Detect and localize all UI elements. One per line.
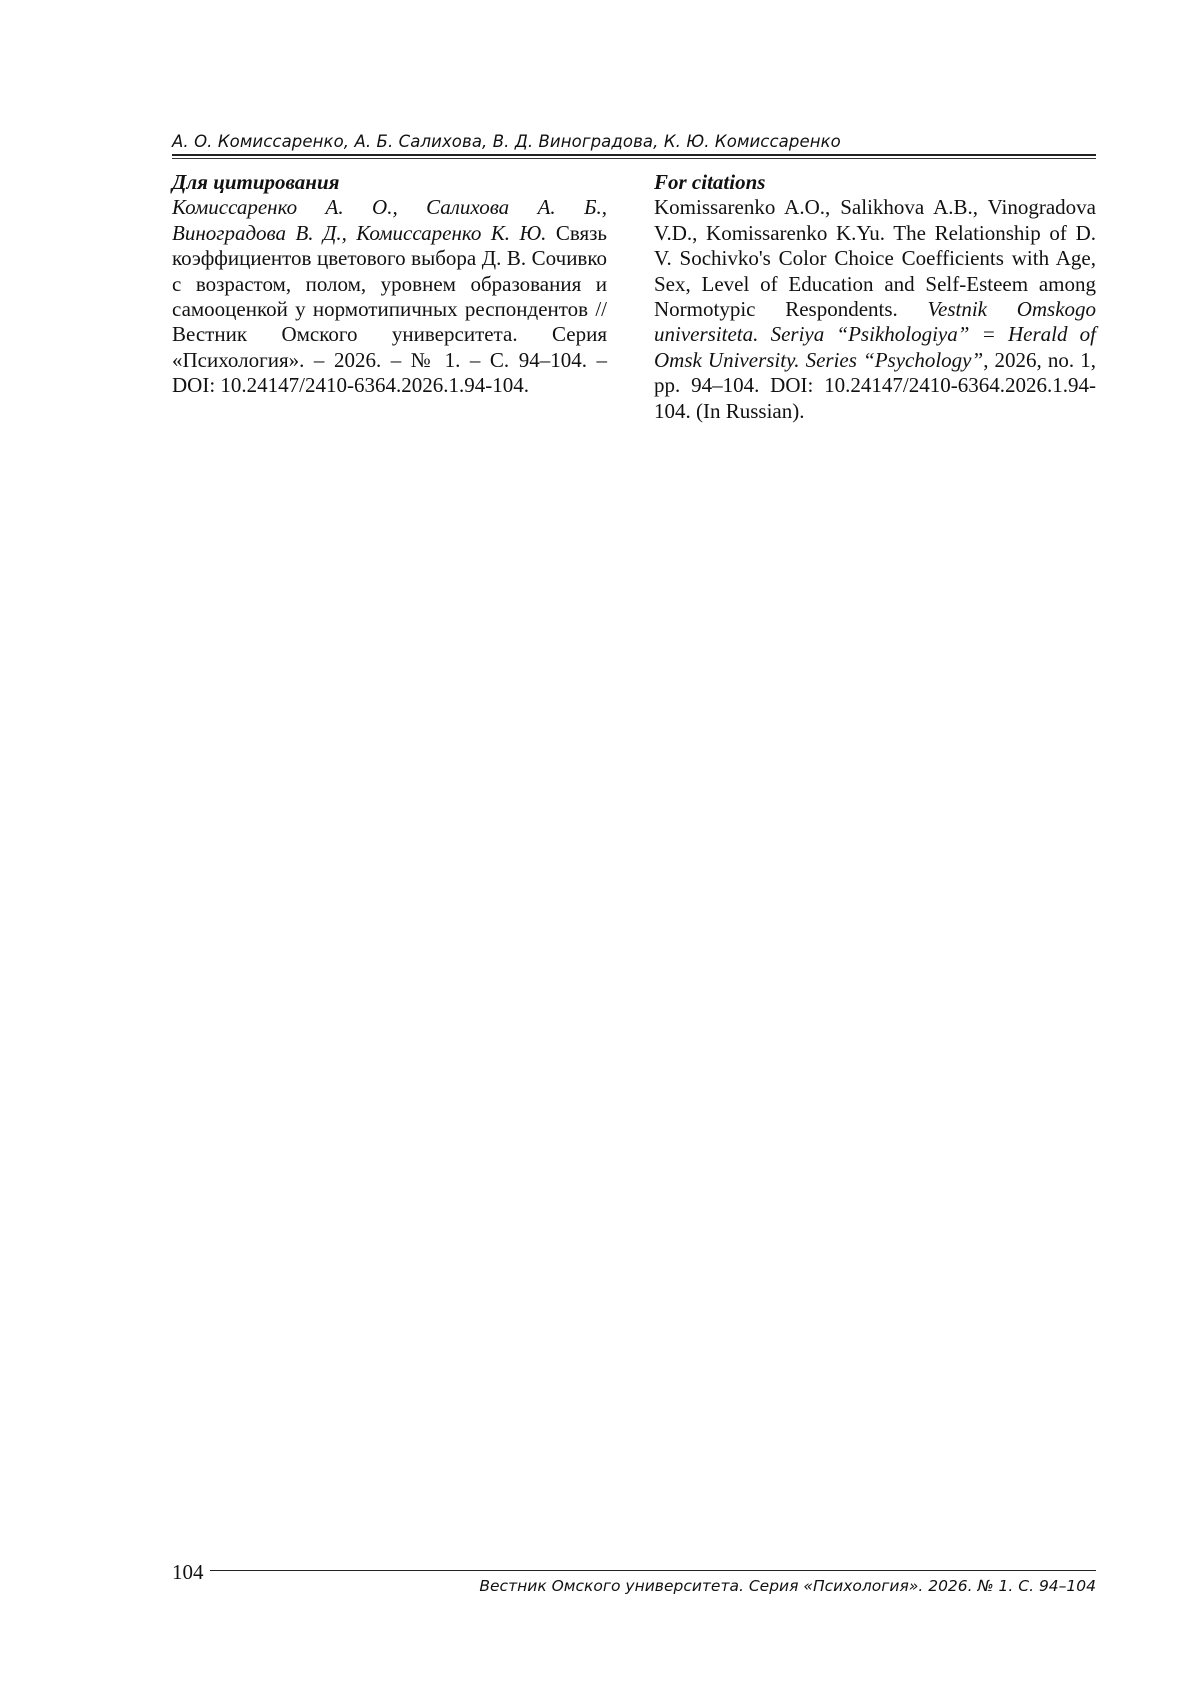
journal-footer: Вестник Омского университета. Серия «Психология». 2026. № 1. С. 94–104 xyxy=(479,1577,1096,1595)
citation-ru-body xyxy=(172,195,607,398)
citation-ru-authors: Комиссаренко А. О., Салихова А. Б., Виноградова В. Д., Комиссаренко К. Ю. xyxy=(172,195,607,245)
footer-rule xyxy=(210,1570,1096,1571)
header-rule-thick xyxy=(172,154,1096,156)
citation-en-text: Komissarenko A.O., Salikhova A.B., Vinogradova V.D., Komissarenko K.Yu. The Relationship of D. V. Sochivko's Color Choice Coefficients with Age, Sex, Level of Education and Self-Esteem among Normotypic Respondents. xyxy=(654,195,1096,322)
page-number: 104 xyxy=(172,1560,204,1584)
citation-en-body xyxy=(654,195,1096,424)
running-header-authors: А. О. Комиссаренко, А. Б. Салихова, В. Д. Виноградова, К. Ю. Комиссаренко xyxy=(172,132,841,151)
citation-en-column xyxy=(654,170,1096,424)
header-rule-thin xyxy=(172,158,1096,159)
citation-ru-column xyxy=(172,170,607,399)
citation-en-details: , 2026, no. 1, pp. 94–104. DOI: 10.24147/2410-6364.2026.1.94-104. (In Russian). xyxy=(654,347,1097,423)
citation-en-title: For citations xyxy=(654,170,766,194)
citation-ru-text: Связь коэффициентов цветового выбора Д. В. Сочивко с возрастом, полом, уровнем образования и самооценкой у нормотипичных респондентов // Вестник Омского университета. Серия «Психология». – 2026. – № 1. – С. 94–104. – DOI: 10.24147/2410-6364.2026.1.94-104. xyxy=(172,220,608,398)
citation-ru-title: Для цитирования xyxy=(172,170,340,194)
citation-en-journal: Vestnik Omskogo universiteta. Seriya “Psikhologiya” = Herald of Omsk University. Series “Psychology” xyxy=(654,297,1097,372)
